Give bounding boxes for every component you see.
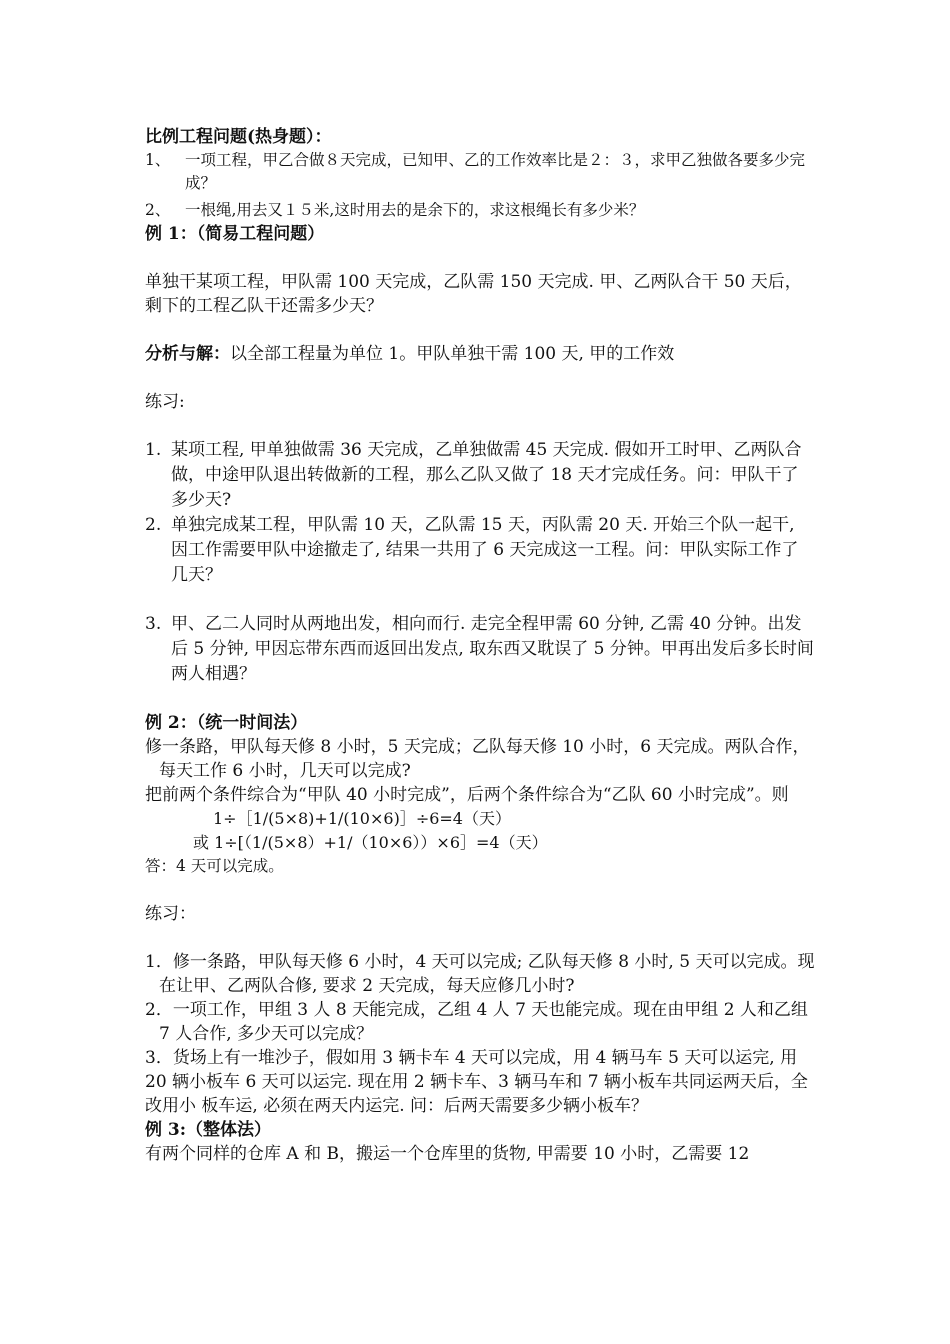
example1-analysis bbox=[145, 342, 815, 366]
analysis-text: 以全部工程量为单位 1。甲队单独干需 100 天, 甲的工作效 bbox=[230, 344, 675, 364]
warmup-item-text: 一项工程，甲乙合做８天完成，已知甲、乙的工作效率比是２：３，求甲乙独做各要多少完成？ bbox=[185, 151, 806, 192]
example3-title: 例 3:（整体法） bbox=[145, 1120, 272, 1140]
practice1-item-text: 甲、乙二人同时从两地出发，相向而行. 走完全程甲需 60 分钟, 乙需 40 分钟。出发后 5 分钟, 甲因忘带东西而返回出发点, 取东西又耽误了 5 分钟。甲再出发后多长时间两人相遇？ bbox=[171, 614, 814, 684]
formula-line-1: 1÷［1/(5×8)+1/(10×6)］÷6=4（天） bbox=[213, 809, 511, 828]
example2-combine: 把前两个条件综合为“甲队 40 小时完成”，后两个条件综合为“乙队 60 小时完成”。则 bbox=[145, 785, 789, 805]
warmup-title: 比例工程问题(热身题）： bbox=[145, 127, 332, 147]
practice1-item-text: 某项工程, 甲单独做需 36 天完成，乙单独做需 45 天完成. 假如开工时甲、乙两队合做，中途甲队退出转做新的工程，那么乙队又做了 18 天才完成任务。问：甲队干了多少天? bbox=[171, 440, 802, 510]
example1-title: 例 1：（简易工程问题） bbox=[145, 224, 325, 244]
practice1-label: 练习: bbox=[145, 392, 185, 412]
document-page bbox=[145, 125, 815, 1166]
practice1-item-text: 单独完成某工程，甲队需 10 天，乙队需 15 天，丙队需 20 天. 开始三个队一起干, 因工作需要甲队中途撤走了, 结果一共用了 6 天完成这一工程。问：甲队实际工作了几天？ bbox=[171, 515, 799, 585]
example3-problem: 有两个同样的仓库 A 和 B，搬运一个仓库里的货物, 甲需要 10 小时，乙需要 12 bbox=[145, 1144, 750, 1164]
practice1-item-number: 3. bbox=[145, 614, 162, 634]
warmup-item-number: 2、 bbox=[145, 201, 171, 219]
practice1-item-number: 1. bbox=[145, 440, 162, 460]
warmup-item bbox=[145, 149, 815, 195]
warmup-item bbox=[145, 199, 815, 222]
example2-problem: 修一条路，甲队每天修 8 小时，5 天完成；乙队每天修 10 小时，6 天完成。两队合作，每天工作 6 小时，几天可以完成? bbox=[145, 737, 810, 781]
example1-problem: 单独干某项工程，甲队需 100 天完成，乙队需 150 天完成. 甲、乙两队合干 50 天后，剩下的工程乙队干还需多少天？ bbox=[145, 272, 802, 316]
practice1-item-number: 2. bbox=[145, 515, 162, 535]
practice2-item: 3．货场上有一堆沙子，假如用 3 辆卡车 4 天可以完成，用 4 辆马车 5 天可以运完, 用 20 辆小板车 6 天可以运完. 现在用 2 辆卡车、3 辆马车和 7 辆小板车共同运两天后，全改用小 板车运, 必须在两天内运完. 问：后两天需要多少辆小板车？ bbox=[145, 1048, 808, 1116]
practice2-label: 练习： bbox=[145, 904, 196, 924]
practice1-item bbox=[145, 513, 815, 588]
practice2-item: 2．一项工作，甲组 3 人 8 天能完成，乙组 4 人 7 天也能完成。现在由甲组 2 人和乙组 7 人合作, 多少天可以完成？ bbox=[145, 1000, 808, 1044]
practice1-item bbox=[145, 612, 815, 687]
example2-title: 例 2：（统一时间法） bbox=[145, 713, 308, 733]
practice2-item: 1．修一条路，甲队每天修 6 小时，4 天可以完成; 乙队每天修 8 小时, 5 天可以完成。现在让甲、乙两队合修, 要求 2 天完成，每天应修几小时? bbox=[145, 952, 815, 996]
formula-line-2: 或 1÷[（1/(5×8）+1/（10×6））×6］=4（天） bbox=[193, 833, 548, 852]
analysis-label: 分析与解： bbox=[145, 344, 230, 364]
warmup-item-number: 1、 bbox=[145, 151, 171, 169]
warmup-item-text: 一根绳,用去又１５米,这时用去的是余下的，求这根绳长有多少米？ bbox=[185, 201, 645, 219]
practice1-item bbox=[145, 438, 815, 513]
example2-answer: 答：4 天可以完成。 bbox=[145, 857, 284, 875]
